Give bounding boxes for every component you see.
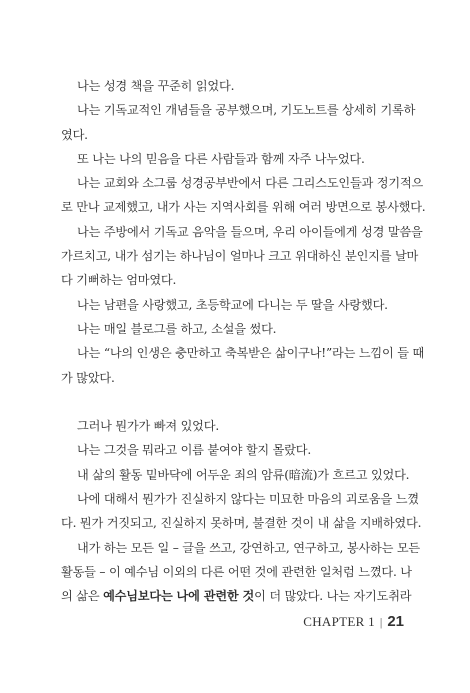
- text-line: 가르치고, 내가 섬기는 하나님이 얼마나 크고 위대하신 분인지를 날마: [61, 249, 419, 264]
- text-line: 내 삶의 활동 밑바닥에 어두운 죄의 암류(暗流)가 흐르고 있었다.: [77, 467, 410, 482]
- text-line: 나는 그것을 뭐라고 이름 붙여야 할지 몰랐다.: [77, 443, 312, 458]
- text-line: 가 많았다.: [61, 370, 115, 385]
- footer-separator: |: [379, 615, 383, 629]
- text-line: 나는 매일 블로그를 하고, 소설을 썼다.: [77, 321, 277, 336]
- text-line: 나는 “나의 인생은 충만하고 축복받은 삶이구나!”라는 느낌이 들 때: [77, 346, 425, 361]
- chapter-label: CHAPTER 1: [303, 614, 375, 629]
- text-span: 의 삶은: [61, 589, 104, 604]
- text-line: 나는 교회와 소그룹 성경공부반에서 다른 그리스도인들과 정기적으: [77, 176, 424, 191]
- text-line: 내가 하는 모든 일 – 글을 쓰고, 강연하고, 연구하고, 봉사하는 모든: [77, 540, 420, 555]
- bold-emphasis: 예수님보다는 나에 관련한 것: [103, 589, 255, 604]
- text-line: 다 기뻐하는 엄마였다.: [61, 273, 177, 288]
- body-text: [61, 74, 426, 609]
- text-span: 이 더 많았다. 나는 자기도취라: [254, 589, 412, 604]
- text-line: 였다.: [61, 127, 88, 142]
- text-line: [61, 584, 411, 608]
- text-line: 나는 기독교적인 개념들을 공부했으며, 기도노트를 상세히 기록하: [77, 103, 416, 118]
- text-line: 나는 남편을 사랑했고, 초등학교에 다니는 두 딸을 사랑했다.: [77, 297, 388, 312]
- text-line: 나에 대해서 뭔가가 진실하지 않다는 미묘한 마음의 괴로움을 느꼈: [77, 492, 419, 507]
- section-break: [61, 390, 411, 414]
- text-line: 다. 뭔가 거짓되고, 진실하지 못하며, 불결한 것이 내 삶을 지배하였다.: [61, 516, 422, 531]
- text-line: 활동들 – 이 예수님 이외의 다른 어떤 것에 관련한 일처럼 느꼈다. 나: [61, 564, 412, 579]
- page-footer: [303, 613, 404, 630]
- text-line: 또 나는 나의 믿음을 다른 사람들과 함께 자주 나누었다.: [77, 151, 365, 166]
- text-line: 나는 주방에서 기독교 음악을 들으며, 우리 아이들에게 성경 말씀을: [77, 224, 423, 239]
- text-line: 그러나 뭔가가 빠져 있었다.: [77, 419, 220, 434]
- page-number: 21: [387, 613, 404, 630]
- text-line: 나는 성경 책을 꾸준히 읽었다.: [77, 79, 235, 93]
- text-line: 로 만나 교제했고, 내가 사는 지역사회를 위해 여러 방면으로 봉사했다.: [61, 200, 426, 215]
